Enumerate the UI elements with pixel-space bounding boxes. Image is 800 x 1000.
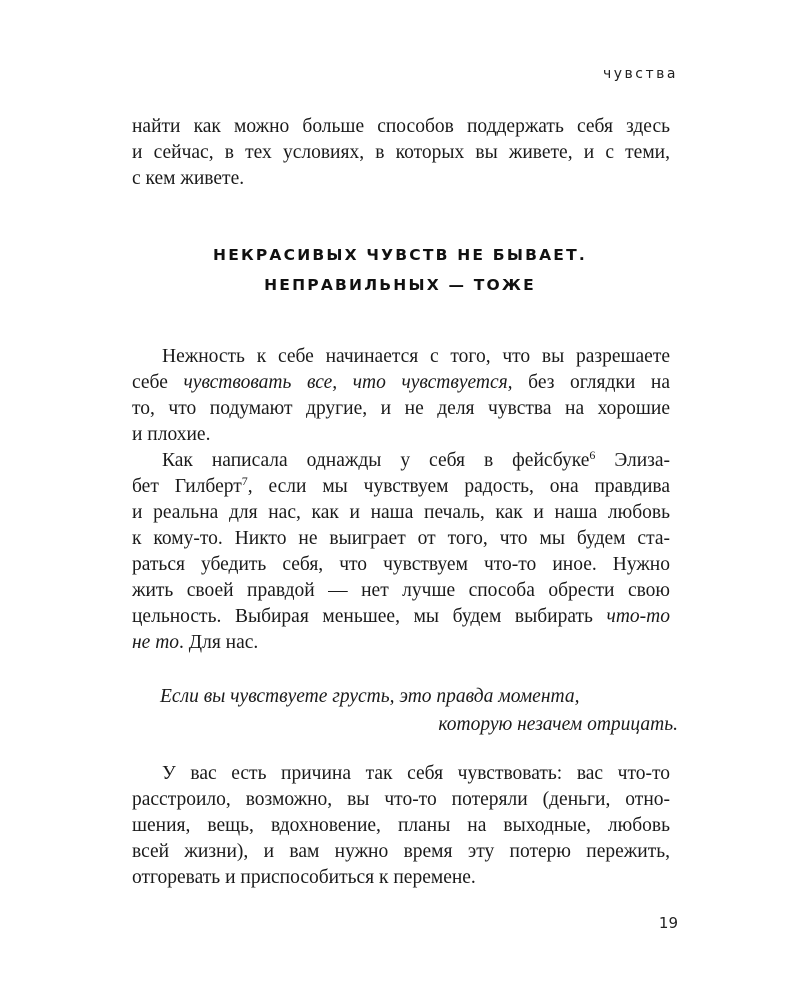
emphasis: чувствовать все, что чувствуется, xyxy=(183,372,513,393)
text-line: и реальна для нас, как и наша печаль, как и наша любовь xyxy=(132,502,670,523)
text-line: Как написала однажды у себя в фейсбуке$^6$ Элиза- xyxy=(162,448,670,471)
text-line: и сейчас, в тех условиях, в которых вы живете, и с теми, xyxy=(132,142,670,163)
section-heading-line-2: НЕПРАВИЛЬНЫХ — ТОЖЕ xyxy=(264,276,536,294)
paragraph-3 xyxy=(132,761,670,891)
text-line: цельность. Выбирая меньшее, мы будем выбирать что-то xyxy=(132,606,670,627)
text-line: всей жизни), и вам нужно время эту потерю пережить, xyxy=(132,841,670,862)
intro-paragraph xyxy=(132,114,670,192)
text-line: отгоревать и приспособиться к перемене. xyxy=(132,867,476,888)
emphasis: что-то xyxy=(606,606,670,627)
paragraph-2 xyxy=(132,448,670,656)
page-number: 19 xyxy=(658,914,678,932)
pull-quote xyxy=(160,683,678,739)
text-line: жить своей правдой — нет лучше способа обрести свою xyxy=(132,580,670,601)
text-line: найти как можно больше способов поддержать себя здесь xyxy=(132,116,670,137)
text-line: и плохие. xyxy=(132,424,211,445)
text-line: не то. Для нас. xyxy=(132,632,259,653)
section-heading xyxy=(0,240,800,300)
text-line: У вас есть причина так себя чувствовать: вас что-то xyxy=(162,763,670,784)
paragraph-1 xyxy=(132,344,670,448)
text-line: с кем живете. xyxy=(132,168,245,189)
pull-quote-line-1: Если вы чувствуете грусть, это правда момента, xyxy=(160,686,580,707)
footnote-ref-7[interactable]: 7 xyxy=(241,474,248,488)
text-line: к кому-то. Никто не выиграет от того, что мы будем ста- xyxy=(132,528,670,549)
section-heading-line-1: НЕКРАСИВЫХ ЧУВСТВ НЕ БЫВАЕТ. xyxy=(213,246,587,264)
text-line: шения, вещь, вдохновение, планы на выходные, любовь xyxy=(132,815,670,836)
text-line: бет Гилберт$^7$, если мы чувствуем радость, она правдива xyxy=(132,474,670,497)
text-line: расстроило, возможно, вы что-то потеряли (деньги, отно- xyxy=(132,789,670,810)
text-line: то, что подумают другие, и не деля чувства на хорошие xyxy=(132,398,670,419)
footnote-ref-6[interactable]: 6 xyxy=(589,448,596,462)
text-line: себе чувствовать все, что чувствуется, без оглядки на xyxy=(132,372,671,393)
text-line: раться убедить себя, что чувствуем что-то иное. Нужно xyxy=(132,554,670,575)
text-line: Нежность к себе начинается с того, что вы разрешаете xyxy=(162,346,670,367)
running-header: чувства xyxy=(603,66,678,82)
pull-quote-line-2: которую незачем отрицать. xyxy=(438,714,678,735)
emphasis: не то xyxy=(132,632,180,653)
